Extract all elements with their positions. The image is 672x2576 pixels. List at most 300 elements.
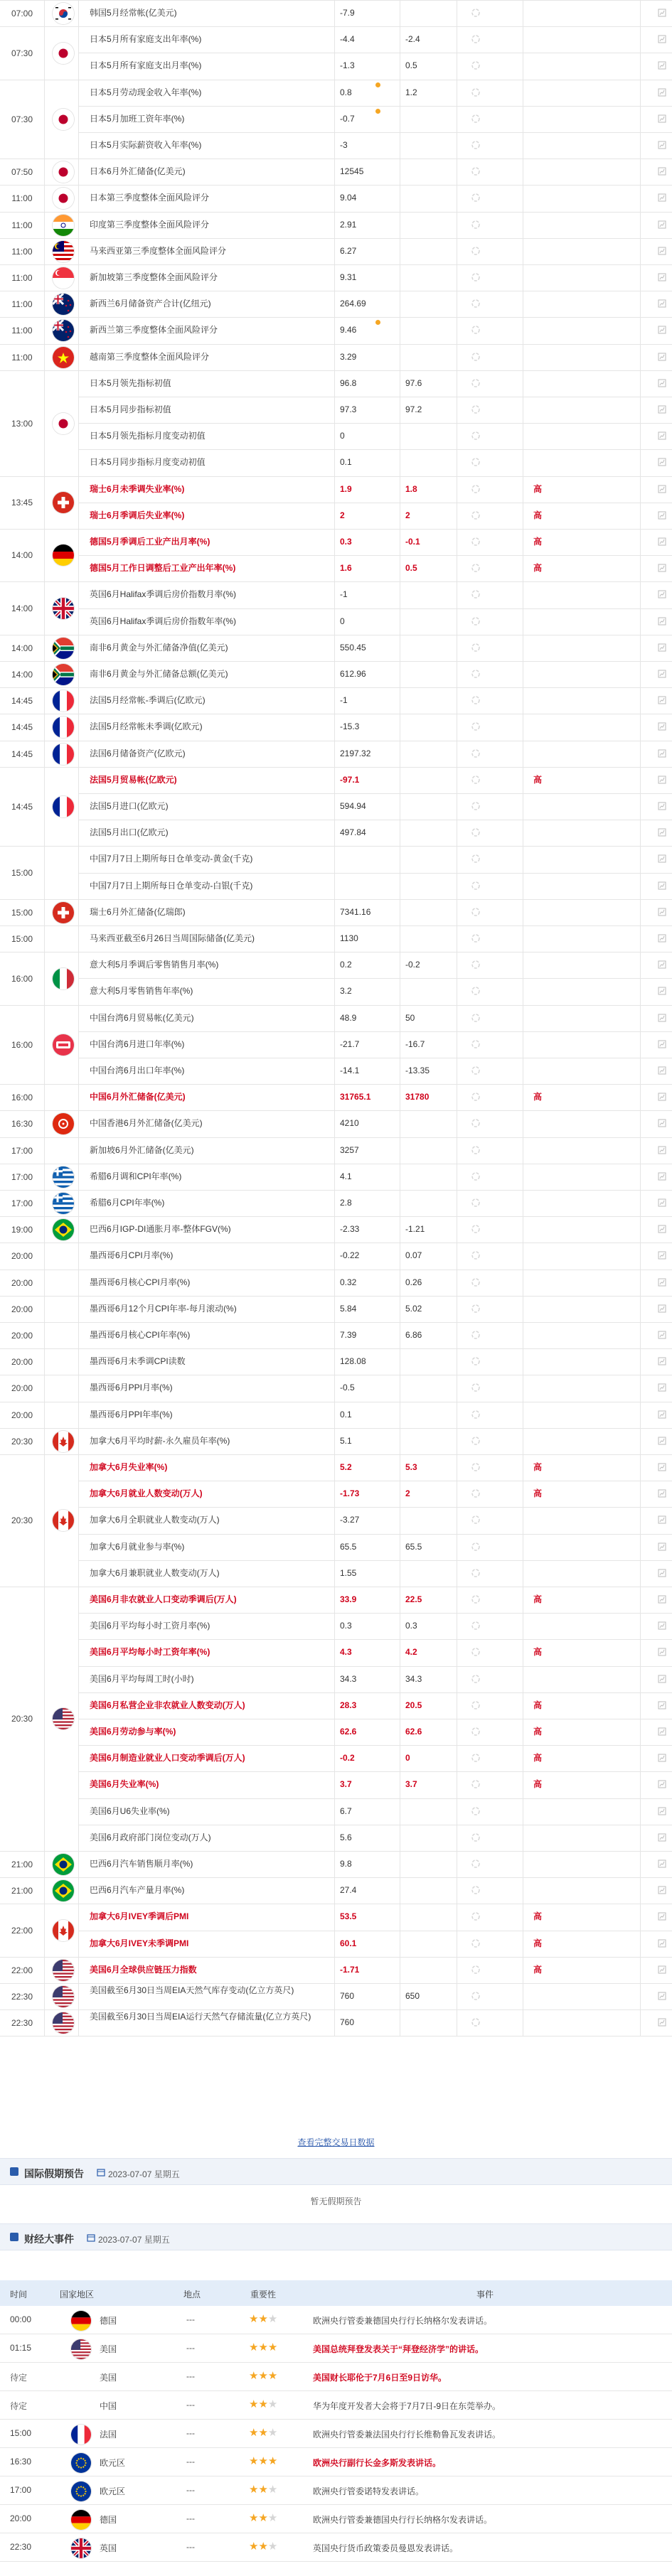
chart-icon[interactable] <box>658 1807 666 1815</box>
indicator-name[interactable]: 中国香港6月外汇储备(亿美元) <box>90 1118 203 1128</box>
chart-icon[interactable] <box>658 2018 666 2027</box>
loading-icon <box>471 1885 481 1895</box>
chart-icon[interactable] <box>658 722 666 731</box>
chart-icon[interactable] <box>658 1146 666 1154</box>
indicator-name[interactable]: 法国6月储备资产(亿欧元) <box>90 748 186 758</box>
loading-icon <box>471 2017 481 2027</box>
forecast-value: 20.5 <box>405 1700 422 1710</box>
indicator-name[interactable]: 法国5月出口(亿欧元) <box>90 827 169 837</box>
chart-icon[interactable] <box>658 934 666 943</box>
chart-icon[interactable] <box>658 1965 666 1974</box>
loading-icon <box>471 246 481 256</box>
forecast-value: -13.35 <box>405 1066 430 1075</box>
indicator-name[interactable]: 新加坡第三季度整体全面风险评分 <box>90 272 218 282</box>
chart-icon[interactable] <box>658 1014 666 1022</box>
country-flag-icon <box>53 968 74 989</box>
indicator-name[interactable]: 中国台湾6月出口年率(%) <box>90 1066 185 1075</box>
indicator-name[interactable]: 马来西亚截至6月26日当周国际储备(亿美元) <box>90 933 255 943</box>
indicator-name[interactable]: 日本5月加班工资年率(%) <box>90 114 185 124</box>
loading-icon <box>471 1859 481 1869</box>
chart-icon[interactable] <box>658 1595 666 1604</box>
indicator-name[interactable]: 日本5月领先指标初值 <box>90 378 171 388</box>
event-description[interactable]: 欧洲央行管委诺特发表讲话。 <box>313 2486 425 2496</box>
indicator-name[interactable]: 墨西哥6月核心CPI年率(%) <box>90 1330 191 1340</box>
chart-icon[interactable] <box>658 1093 666 1101</box>
indicator-name[interactable]: 美国6月平均每小时工资年率(%) <box>90 1647 210 1657</box>
indicator-name[interactable]: 美国6月制造业就业人口变动季调后(万人) <box>90 1753 245 1763</box>
event-place: --- <box>186 2457 195 2467</box>
chart-icon[interactable] <box>658 485 666 493</box>
chart-icon[interactable] <box>658 1859 666 1868</box>
chart-icon[interactable] <box>658 776 666 784</box>
chart-icon[interactable] <box>658 696 666 704</box>
chart-icon[interactable] <box>658 1383 666 1392</box>
indicator-name[interactable]: 法国5月经常帐-季调后(亿欧元) <box>90 695 206 705</box>
indicator-name[interactable]: 越南第三季度整体全面风险评分 <box>90 352 210 362</box>
chart-icon[interactable] <box>658 1780 666 1788</box>
revision-dot-icon <box>375 109 380 114</box>
release-time: 14:00 <box>11 603 33 613</box>
chart-icon[interactable] <box>658 326 666 334</box>
indicator-name[interactable]: 中国台湾6月进口年率(%) <box>90 1039 185 1049</box>
chart-icon[interactable] <box>658 1489 666 1498</box>
importance-label: 高 <box>533 510 543 520</box>
group-divider <box>0 1216 672 1217</box>
row-divider <box>78 1666 672 1667</box>
release-time: 20:00 <box>11 1251 33 1261</box>
indicator-name[interactable]: 韩国5月经常帐(亿美元) <box>90 8 177 18</box>
loading-icon <box>471 1436 481 1446</box>
country-flag-icon <box>53 1708 74 1729</box>
indicator-name[interactable]: 日本5月所有家庭支出年率(%) <box>90 34 202 44</box>
loading-icon <box>471 484 481 494</box>
chart-icon[interactable] <box>658 353 666 361</box>
chart-icon[interactable] <box>658 88 666 97</box>
indicator-name[interactable]: 美国6月失业率(%) <box>90 1779 159 1789</box>
indicator-name[interactable]: 巴西6月汽车销售顺月率(%) <box>90 1859 193 1869</box>
release-time: 07:50 <box>11 166 33 177</box>
section-marker-icon <box>10 2233 18 2241</box>
previous-value: -97.1 <box>340 775 360 785</box>
chart-icon[interactable] <box>658 1437 666 1445</box>
country-flag-icon <box>53 267 74 289</box>
indicator-name[interactable]: 美国截至6月30日当周EIA天然气库存变动(亿立方英尺) <box>90 1985 294 1995</box>
chart-icon[interactable] <box>658 1410 666 1419</box>
chart-icon[interactable] <box>658 1648 666 1656</box>
loading-icon <box>471 643 481 653</box>
chart-icon[interactable] <box>658 670 666 678</box>
chart-icon[interactable] <box>658 220 666 229</box>
chart-icon[interactable] <box>658 1569 666 1577</box>
country-flag-icon <box>53 1113 74 1134</box>
chart-icon[interactable] <box>658 617 666 626</box>
chart-icon[interactable] <box>658 273 666 281</box>
release-time: 16:00 <box>11 1039 33 1050</box>
chart-icon[interactable] <box>658 1172 666 1181</box>
chart-icon[interactable] <box>658 247 666 255</box>
indicator-name[interactable]: 墨西哥6月PPI月率(%) <box>90 1383 173 1392</box>
indicator-name[interactable]: 加拿大6月就业人数变动(万人) <box>90 1488 203 1498</box>
indicator-name[interactable]: 意大利5月零售销售年率(%) <box>90 986 193 996</box>
indicator-name[interactable]: 新西兰6月储备资产合计(亿纽元) <box>90 299 211 308</box>
indicator-name[interactable]: 中国6月外汇储备(亿美元) <box>90 1092 186 1102</box>
group-divider <box>0 899 672 900</box>
country-flag-icon <box>71 2339 91 2359</box>
previous-value: 60.1 <box>340 1938 357 1948</box>
indicator-name[interactable]: 瑞士6月外汇储备(亿瑞郎) <box>90 907 186 917</box>
chart-icon[interactable] <box>658 1675 666 1683</box>
country-flag-icon <box>53 161 74 183</box>
indicator-name[interactable]: 美国6月平均每小时工资月率(%) <box>90 1621 210 1631</box>
chart-icon[interactable] <box>658 1225 666 1233</box>
forecast-value: 97.2 <box>405 404 422 414</box>
previous-value: 27.4 <box>340 1885 357 1895</box>
country-flag-icon <box>53 3 74 24</box>
chart-icon[interactable] <box>658 1515 666 1524</box>
country-flag-icon <box>53 43 74 64</box>
chart-icon[interactable] <box>658 61 666 70</box>
indicator-name[interactable]: 中国台湾6月贸易帐(亿美元) <box>90 1013 194 1023</box>
chart-icon[interactable] <box>658 1066 666 1075</box>
indicator-name[interactable]: 瑞士6月未季调失业率(%) <box>90 484 185 494</box>
release-time: 07:00 <box>11 8 33 18</box>
indicator-name[interactable]: 加拿大6月全职就业人数变动(万人) <box>90 1515 220 1525</box>
release-time: 22:00 <box>11 1925 33 1936</box>
event-country: 美国 <box>100 2344 117 2354</box>
previous-value: 2 <box>340 510 345 520</box>
row-divider <box>78 132 672 133</box>
loading-icon <box>471 1779 481 1789</box>
indicator-name[interactable]: 墨西哥6月CPI月率(%) <box>90 1250 174 1260</box>
forecast-value: 5.3 <box>405 1462 417 1472</box>
chart-icon[interactable] <box>658 9 666 17</box>
chart-icon[interactable] <box>658 987 666 995</box>
chart-icon[interactable] <box>658 1727 666 1736</box>
release-time: 16:00 <box>11 973 33 984</box>
chart-icon[interactable] <box>658 114 666 123</box>
loading-icon <box>471 616 481 626</box>
country-flag-icon <box>71 2538 91 2558</box>
indicator-name[interactable]: 加拿大6月兼职就业人数变动(万人) <box>90 1568 220 1578</box>
chart-icon[interactable] <box>658 1886 666 1894</box>
forecast-value: 31780 <box>405 1092 430 1102</box>
country-flag-icon <box>53 492 74 513</box>
chart-icon[interactable] <box>658 749 666 758</box>
country-flag-icon <box>53 1960 74 1981</box>
importance-stars <box>249 2369 277 2382</box>
indicator-name[interactable]: 英国6月Halifax季调后房价指数月率(%) <box>90 589 237 599</box>
indicator-name[interactable]: 南非6月黄金与外汇储备净值(亿美元) <box>90 643 228 653</box>
indicator-name[interactable]: 中国7月7日上期所每日仓单变动-黄金(千克) <box>90 854 253 864</box>
previous-value: 7341.16 <box>340 907 371 917</box>
indicator-name[interactable]: 美国6月政府部门岗位变动(万人) <box>90 1832 211 1842</box>
chart-icon[interactable] <box>658 1463 666 1471</box>
view-full-data-link[interactable]: 查看完整交易日数据 <box>297 2137 375 2147</box>
loading-icon <box>471 669 481 679</box>
chart-icon[interactable] <box>658 299 666 308</box>
row-divider <box>78 106 672 107</box>
importance-label: 高 <box>533 775 543 785</box>
indicator-name[interactable]: 日本5月领先指标月度变动初值 <box>90 431 206 441</box>
indicator-name[interactable]: 加拿大6月IVEY未季调PMI <box>90 1938 189 1948</box>
loading-icon <box>471 1700 481 1710</box>
indicator-name[interactable]: 墨西哥6月PPI年率(%) <box>90 1410 173 1420</box>
chart-icon[interactable] <box>658 1754 666 1762</box>
chart-icon[interactable] <box>658 1304 666 1313</box>
country-flag-icon <box>53 347 74 368</box>
previous-value: 9.04 <box>340 193 357 203</box>
event-row <box>0 2363 672 2391</box>
chart-icon[interactable] <box>658 167 666 176</box>
loading-icon <box>471 1356 481 1366</box>
release-time: 14:45 <box>11 748 33 759</box>
forecast-value: -16.7 <box>405 1039 425 1049</box>
indicator-name[interactable]: 墨西哥6月12个月CPI年率-每月滚动(%) <box>90 1304 237 1314</box>
chart-icon[interactable] <box>658 1251 666 1260</box>
indicator-name[interactable]: 日本5月同步指标初值 <box>90 404 171 414</box>
previous-value: -0.22 <box>340 1250 360 1260</box>
chart-icon[interactable] <box>658 802 666 810</box>
previous-value: 4210 <box>340 1118 359 1128</box>
event-description[interactable]: 华为年度开发者大会将于7月7日-9日在东莞举办。 <box>313 2401 501 2411</box>
indicator-name[interactable]: 中国7月7日上期所每日仓单变动-白银(千克) <box>90 881 253 891</box>
group-divider <box>0 1190 672 1191</box>
event-description[interactable]: 美国财长耶伦于7月6日至9日访华。 <box>313 2373 447 2383</box>
chart-icon[interactable] <box>658 193 666 202</box>
forecast-value: 62.6 <box>405 1727 422 1737</box>
chart-icon[interactable] <box>658 960 666 969</box>
indicator-name[interactable]: 巴西6月IGP-DI通胀月率-整体FGV(%) <box>90 1224 231 1234</box>
release-time: 07:30 <box>11 114 33 124</box>
star-icon: ★ <box>258 2484 268 2496</box>
previous-value: 264.69 <box>340 299 366 308</box>
release-time: 13:00 <box>11 418 33 429</box>
previous-value: 497.84 <box>340 827 366 837</box>
indicator-name[interactable]: 英国6月Halifax季调后房价指数年率(%) <box>90 616 237 626</box>
indicator-name[interactable]: 南非6月黄金与外汇储备总额(亿美元) <box>90 669 228 679</box>
chart-icon[interactable] <box>658 511 666 520</box>
previous-value: 31765.1 <box>340 1092 371 1102</box>
chart-icon[interactable] <box>658 854 666 863</box>
importance-label: 高 <box>533 1462 543 1472</box>
indicator-name[interactable]: 加拿大6月就业参与率(%) <box>90 1542 185 1552</box>
event-description[interactable]: 欧洲央行副行长金多斯发表讲话。 <box>313 2458 442 2468</box>
indicator-name[interactable]: 美国6月全球供应链压力指数 <box>90 1965 197 1975</box>
row-divider <box>78 873 672 874</box>
previous-value: -1.3 <box>340 60 355 70</box>
event-place: --- <box>186 2371 195 2381</box>
importance-stars <box>249 2511 277 2524</box>
row-divider <box>78 793 672 794</box>
chart-icon[interactable] <box>658 1701 666 1710</box>
indicator-name[interactable]: 日本6月外汇储备(亿美元) <box>90 166 186 176</box>
importance-label: 高 <box>533 1594 543 1604</box>
indicator-name[interactable]: 墨西哥6月未季调CPI读数 <box>90 1356 186 1366</box>
indicator-name[interactable]: 美国6月平均每周工时(小时) <box>90 1674 194 1684</box>
event-description[interactable]: 欧洲央行管委兼法国央行行长维勒鲁瓦发表讲话。 <box>313 2430 501 2440</box>
chart-icon[interactable] <box>658 458 666 466</box>
chart-icon[interactable] <box>658 1331 666 1339</box>
release-time: 11:00 <box>11 220 33 230</box>
chart-icon[interactable] <box>658 141 666 149</box>
indicator-name[interactable]: 希腊6月调和CPI年率(%) <box>90 1171 182 1181</box>
previous-value: 48.9 <box>340 1013 357 1023</box>
event-row <box>0 2448 672 2476</box>
indicator-name[interactable]: 日本5月实际薪资收入年率(%) <box>90 140 202 150</box>
country-flag-icon <box>53 1920 74 1941</box>
indicator-name[interactable]: 法国5月经常帐未季调(亿欧元) <box>90 721 203 731</box>
chart-icon[interactable] <box>658 1119 666 1127</box>
country-flag-icon <box>53 598 74 619</box>
revision-dot-icon <box>375 320 380 325</box>
indicator-name[interactable]: 瑞士6月季调后失业率(%) <box>90 510 185 520</box>
release-time: 22:30 <box>11 2017 33 2028</box>
group-divider <box>0 26 672 27</box>
country-flag-icon <box>53 902 74 923</box>
loading-icon <box>471 140 481 150</box>
chart-icon[interactable] <box>658 1198 666 1207</box>
loading-icon <box>471 1911 481 1921</box>
chart-icon[interactable] <box>658 881 666 890</box>
event-description[interactable]: 美国总统拜登发表关于“拜登经济学”的讲话。 <box>313 2344 484 2354</box>
release-time: 21:00 <box>11 1885 33 1896</box>
event-description[interactable]: 欧洲央行管委兼德国央行行长纳格尔发表讲话。 <box>313 2316 493 2326</box>
importance-label: 高 <box>533 1727 543 1737</box>
loading-icon <box>471 775 481 785</box>
indicator-name[interactable]: 新加坡6月外汇储备(亿美元) <box>90 1145 194 1155</box>
event-time: 16:30 <box>10 2457 32 2467</box>
indicator-name[interactable]: 日本5月劳动现金收入年率(%) <box>90 87 202 97</box>
event-description[interactable]: 英国央行货币政策委员曼恩发表讲话。 <box>313 2543 459 2553</box>
indicator-name[interactable]: 加拿大6月失业率(%) <box>90 1462 168 1472</box>
indicator-name[interactable]: 法国5月贸易帐(亿欧元) <box>90 775 177 785</box>
group-divider <box>0 344 672 345</box>
chart-icon[interactable] <box>658 908 666 916</box>
indicator-name[interactable]: 意大利5月季调后零售销售月率(%) <box>90 960 219 970</box>
country-flag-icon <box>53 320 74 341</box>
indicator-name[interactable]: 德国5月工作日调整后工业产出年率(%) <box>90 563 236 573</box>
star-icon: ★ <box>267 2398 278 2410</box>
indicator-name[interactable]: 美国截至6月30日当周EIA运行天然气存储流量(亿立方英尺) <box>90 2012 311 2022</box>
chart-icon[interactable] <box>658 405 666 414</box>
star-icon: ★ <box>267 2540 278 2553</box>
release-time: 11:00 <box>11 326 33 336</box>
indicator-name[interactable]: 美国6月私营企业非农就业人数变动(万人) <box>90 1700 245 1710</box>
chart-icon[interactable] <box>658 379 666 387</box>
chart-icon[interactable] <box>658 35 666 43</box>
previous-value: 2197.32 <box>340 748 371 758</box>
loading-icon <box>471 1727 481 1737</box>
event-row <box>0 2391 672 2420</box>
chart-icon[interactable] <box>658 431 666 440</box>
chart-icon[interactable] <box>658 590 666 599</box>
release-time: 22:00 <box>11 1965 33 1975</box>
indicator-name[interactable]: 美国6月非农就业人口变动季调后(万人) <box>90 1594 237 1604</box>
chart-icon[interactable] <box>658 1357 666 1365</box>
release-time: 16:30 <box>11 1119 33 1129</box>
chart-icon[interactable] <box>658 1912 666 1921</box>
loading-icon <box>471 1250 481 1260</box>
chart-icon[interactable] <box>658 1621 666 1630</box>
indicator-name[interactable]: 美国6月U6失业率(%) <box>90 1806 170 1816</box>
event-description[interactable]: 欧洲央行管委兼德国央行行长纳格尔发表讲话。 <box>313 2515 493 2525</box>
chart-icon[interactable] <box>658 1992 666 2000</box>
indicator-name[interactable]: 法国5月进口(亿欧元) <box>90 801 169 811</box>
event-country: 中国 <box>100 2401 117 2411</box>
previous-value: -3 <box>340 140 348 150</box>
event-row <box>0 2306 672 2334</box>
indicator-name[interactable]: 美国6月劳动参与率(%) <box>90 1727 176 1737</box>
column-divider <box>640 0 641 2036</box>
group-divider <box>0 1877 672 1878</box>
row-divider <box>78 423 672 424</box>
forecast-value: 50 <box>405 1013 415 1023</box>
chart-icon[interactable] <box>658 1542 666 1551</box>
loading-icon <box>471 589 481 599</box>
row-divider <box>78 1798 672 1799</box>
indicator-name[interactable]: 加拿大6月平均时薪-永久雇员年率(%) <box>90 1436 230 1446</box>
loading-icon <box>471 1224 481 1234</box>
indicator-name[interactable]: 德国5月季调后工业产出月率(%) <box>90 537 210 547</box>
release-time: 20:00 <box>11 1277 33 1288</box>
column-divider <box>44 0 45 2036</box>
previous-value: 0.3 <box>340 1621 352 1631</box>
importance-stars <box>249 2341 277 2354</box>
indicator-name[interactable]: 马来西亚第三季度整体全面风险评分 <box>90 246 227 256</box>
chart-icon[interactable] <box>658 1833 666 1842</box>
chart-icon[interactable] <box>658 1939 666 1948</box>
release-time: 20:00 <box>11 1410 33 1420</box>
chart-icon[interactable] <box>658 564 666 572</box>
indicator-name[interactable]: 墨西哥6月核心CPI月率(%) <box>90 1277 191 1287</box>
indicator-name[interactable]: 加拿大6月IVEY季调后PMI <box>90 1911 189 1921</box>
group-divider <box>0 581 672 582</box>
forecast-value: 1.2 <box>405 87 417 97</box>
loading-icon <box>471 87 481 97</box>
chart-icon[interactable] <box>658 643 666 652</box>
previous-value: 33.9 <box>340 1594 357 1604</box>
holiday-date: 2023-07-07 星期五 <box>108 2169 180 2179</box>
indicator-name[interactable]: 日本5月所有家庭支出月率(%) <box>90 60 202 70</box>
chart-icon[interactable] <box>658 828 666 837</box>
chart-icon[interactable] <box>658 1040 666 1048</box>
indicator-name[interactable]: 日本5月同步指标月度变动初值 <box>90 457 206 467</box>
release-time: 14:45 <box>11 695 33 706</box>
indicator-name[interactable]: 巴西6月汽车产量月率(%) <box>90 1885 185 1895</box>
header-time: 时间 <box>10 2290 28 2299</box>
previous-value: -0.7 <box>340 114 355 124</box>
previous-value: 4.3 <box>340 1647 352 1657</box>
indicator-name[interactable]: 新西兰第三季度整体全面风险评分 <box>90 325 218 335</box>
loading-icon <box>471 34 481 44</box>
group-divider <box>0 317 672 318</box>
previous-value: 9.31 <box>340 272 357 282</box>
indicator-name[interactable]: 希腊6月CPI年率(%) <box>90 1198 165 1208</box>
chart-icon[interactable] <box>658 537 666 546</box>
loading-icon <box>471 166 481 176</box>
release-time: 20:00 <box>11 1383 33 1393</box>
star-icon: ★ <box>258 2512 268 2524</box>
row-divider <box>78 1745 672 1746</box>
release-time: 20:30 <box>11 1436 33 1447</box>
loading-icon <box>471 563 481 573</box>
country-flag-icon <box>71 2453 91 2473</box>
loading-icon <box>471 352 481 362</box>
indicator-name[interactable]: 印度第三季度整体全面风险评分 <box>90 220 210 230</box>
previous-value: 0.2 <box>340 960 352 970</box>
chart-icon[interactable] <box>658 1278 666 1287</box>
indicator-name[interactable]: 日本第三季度整体全面风险评分 <box>90 193 210 203</box>
